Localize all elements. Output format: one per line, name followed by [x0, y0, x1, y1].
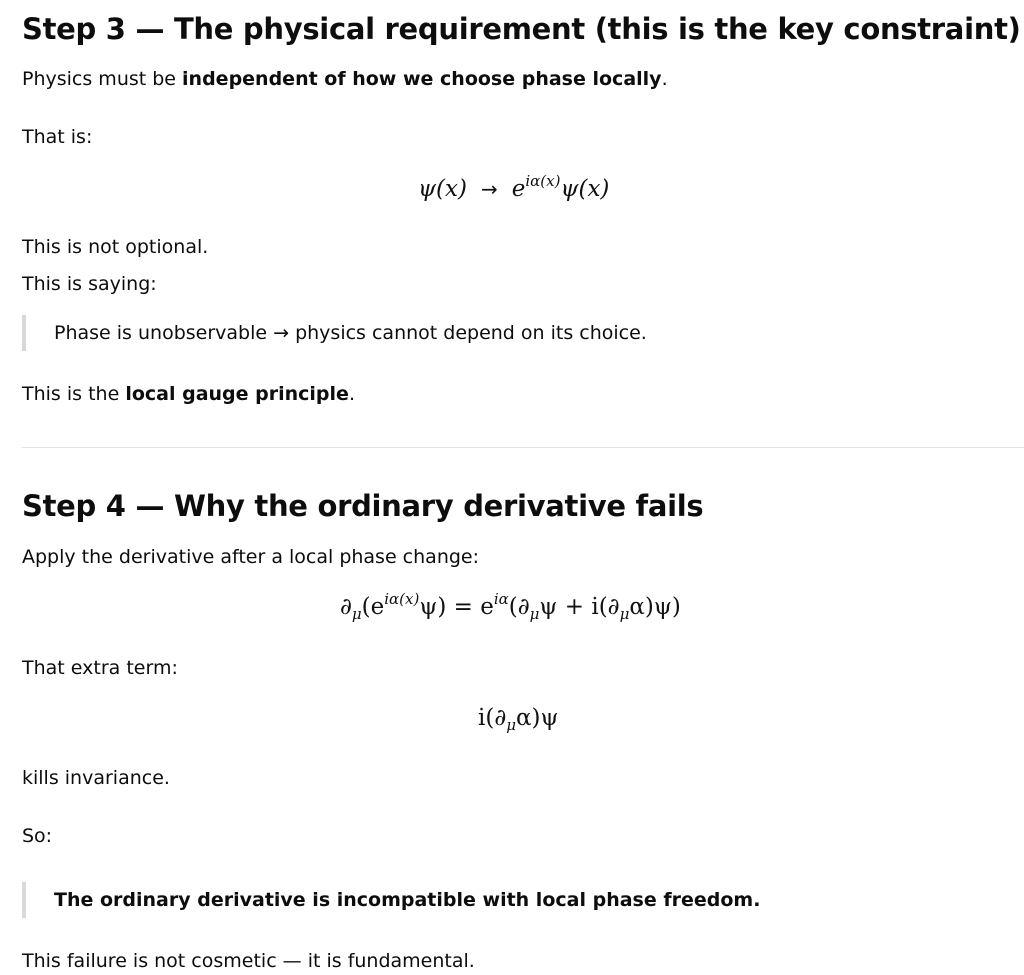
- extra-term-equation: [478, 705, 559, 734]
- step4-blockquote: [22, 882, 1006, 918]
- eq-exponential-base: e: [511, 176, 526, 202]
- eq2-open: i(∂: [478, 705, 507, 731]
- eq-arrow: →: [480, 177, 498, 201]
- eq1-mu-2: μ: [529, 605, 540, 623]
- step3-intro-text: Physics must be: [22, 68, 183, 90]
- step3-saying: This is saying:: [22, 273, 157, 295]
- step4-kills: kills invariance.: [22, 767, 170, 789]
- eq-rhs-field: ψ(x): [560, 176, 610, 202]
- eq1-partial-2: (∂: [508, 594, 530, 620]
- step4-closing: This failure is not cosmetic — it is fundamental.: [22, 950, 475, 972]
- step3-that-is: That is:: [22, 126, 93, 148]
- eq1-plus: ψ + i(∂: [539, 594, 620, 620]
- eq1-open: (e: [361, 594, 385, 620]
- eq1-exponent: iα(x): [384, 590, 420, 608]
- step4-heading: Step 4 — Why the ordinary derivative fails: [22, 489, 704, 523]
- eq1-partial: ∂: [340, 594, 352, 620]
- principle-emphasis: local gauge principle: [125, 383, 349, 405]
- gauge-transformation-equation: [418, 172, 610, 202]
- step3-not-optional: This is not optional.: [22, 236, 209, 258]
- step3-blockquote: [22, 315, 1006, 351]
- eq1-mu: μ: [351, 605, 362, 623]
- eq1-equals: ψ) = e: [419, 594, 494, 620]
- step3-heading: Step 3 — The physical requirement (this is the key constraint): [22, 12, 1021, 46]
- step4-so: So:: [22, 825, 53, 847]
- step3-intro-period: .: [661, 68, 668, 90]
- step4-quote-text: The ordinary derivative is incompatible with local phase freedom.: [54, 889, 761, 911]
- eq2-mu: μ: [506, 716, 516, 734]
- section-divider: [22, 447, 1024, 448]
- eq-exponent: iα(x): [525, 172, 561, 190]
- step3-quote-text: Phase is unobservable → physics cannot depend on its choice.: [54, 322, 647, 344]
- step3-principle: [22, 381, 355, 407]
- eq1-exponent-2: iα: [493, 590, 509, 608]
- principle-period: .: [348, 383, 355, 405]
- principle-text: This is the: [22, 383, 126, 405]
- step4-extra-term: That extra term:: [22, 657, 178, 679]
- eq-lhs: ψ(x): [418, 176, 467, 202]
- step4-intro: Apply the derivative after a local phase change:: [22, 546, 480, 568]
- step3-intro-emphasis: independent of how we choose phase locally: [182, 68, 662, 90]
- eq2-close: α)ψ: [515, 705, 559, 731]
- eq1-close: α)ψ): [629, 594, 681, 620]
- eq1-mu-3: μ: [619, 605, 630, 623]
- step3-intro: [22, 66, 668, 92]
- derivative-equation: [340, 590, 681, 623]
